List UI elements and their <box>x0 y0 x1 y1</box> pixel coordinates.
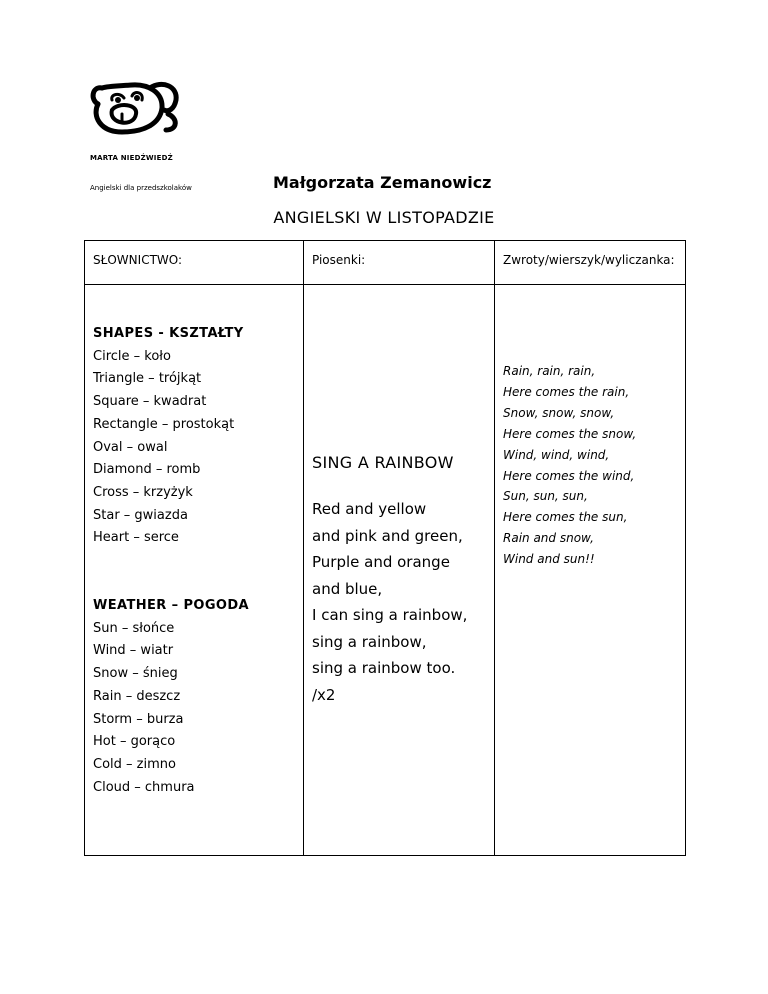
song-line: sing a rainbow, <box>312 632 427 651</box>
vocab-item: Triangle – trójkąt <box>93 371 202 387</box>
rhyme-line: Wind, wind, wind, <box>503 447 610 462</box>
rhyme-line: Here comes the snow, <box>503 426 637 441</box>
rhyme-line: Rain, rain, rain, <box>503 364 596 378</box>
shapes-section-title: SHAPES - KSZTAŁTY <box>93 326 244 341</box>
rhyme-line: Wind and sun!! <box>503 552 595 567</box>
rhyme-line: Snow, snow, snow, <box>503 405 615 420</box>
rhyme-line: Rain and snow, <box>503 531 594 546</box>
vocab-item: Snow – śnieg <box>93 666 178 682</box>
header-label-phrases: Zwroty/wierszyk/wyliczanka: <box>503 253 675 267</box>
vocab-item: Oval – owal <box>93 439 168 455</box>
weather-section-title: WEATHER – POGODA <box>93 598 250 614</box>
vocab-item: Hot – gorąco <box>93 734 176 750</box>
rhyme-line: Here comes the wind, <box>503 468 635 483</box>
song-line: Purple and orange <box>312 553 450 571</box>
vocabulary-cell <box>85 285 304 856</box>
table-content-row <box>85 285 686 856</box>
songs-cell <box>304 285 495 856</box>
vocab-item: Wind – wiatr <box>93 643 174 659</box>
bear-logo-icon <box>88 80 184 136</box>
song-block <box>304 285 494 708</box>
header-cell-vocabulary <box>85 241 304 285</box>
rhyme-line: Here comes the sun, <box>503 510 628 525</box>
page-title: ANGIELSKI W LISTOPADZIE <box>273 208 495 227</box>
author-small-label: MARTA NIEDŹWIEDŹ <box>90 154 173 162</box>
song-title: SING A RAINBOW <box>312 453 454 472</box>
vocab-item: Heart – serce <box>93 530 179 546</box>
vocab-item: Star – gwiazda <box>93 507 188 523</box>
vocab-item: Cross – krzyżyk <box>93 484 193 500</box>
vocab-item: Circle – koło <box>93 348 171 364</box>
subtitle-small-label: Angielski dla przedszkolaków <box>90 184 192 192</box>
rhyme-block <box>495 285 685 570</box>
author-name: Małgorzata Zemanowicz <box>273 173 492 192</box>
song-line: and blue, <box>312 579 383 598</box>
vocab-item: Cold – zimno <box>93 756 176 772</box>
vocab-item: Rain – deszcz <box>93 688 181 704</box>
section-spacer <box>93 550 303 595</box>
song-line: sing a rainbow too. <box>312 659 456 677</box>
song-line: /x2 <box>312 685 336 704</box>
table-header-row <box>85 241 686 285</box>
vocab-item: Diamond – romb <box>93 462 201 478</box>
vocab-item: Rectangle – prostokąt <box>93 416 235 432</box>
header-label-songs: Piosenki: <box>312 253 366 267</box>
song-line: Red and yellow <box>312 500 427 518</box>
header-cell-songs <box>304 241 495 285</box>
header-cell-phrases <box>495 241 686 285</box>
plan-table <box>84 240 686 856</box>
song-line: I can sing a rainbow, <box>312 606 468 624</box>
vocabulary-list <box>85 285 303 799</box>
rhyme-line: Here comes the rain, <box>503 384 630 399</box>
vocab-item: Storm – burza <box>93 711 184 727</box>
vocab-item: Cloud – chmura <box>93 779 195 795</box>
phrases-cell <box>495 285 686 856</box>
song-line: and pink and green, <box>312 526 463 545</box>
rhyme-line: Sun, sun, sun, <box>503 489 588 504</box>
vocab-item: Square – kwadrat <box>93 394 207 410</box>
vocab-item: Sun – słońce <box>93 620 175 636</box>
header-label-vocabulary: SŁOWNICTWO: <box>93 253 183 267</box>
